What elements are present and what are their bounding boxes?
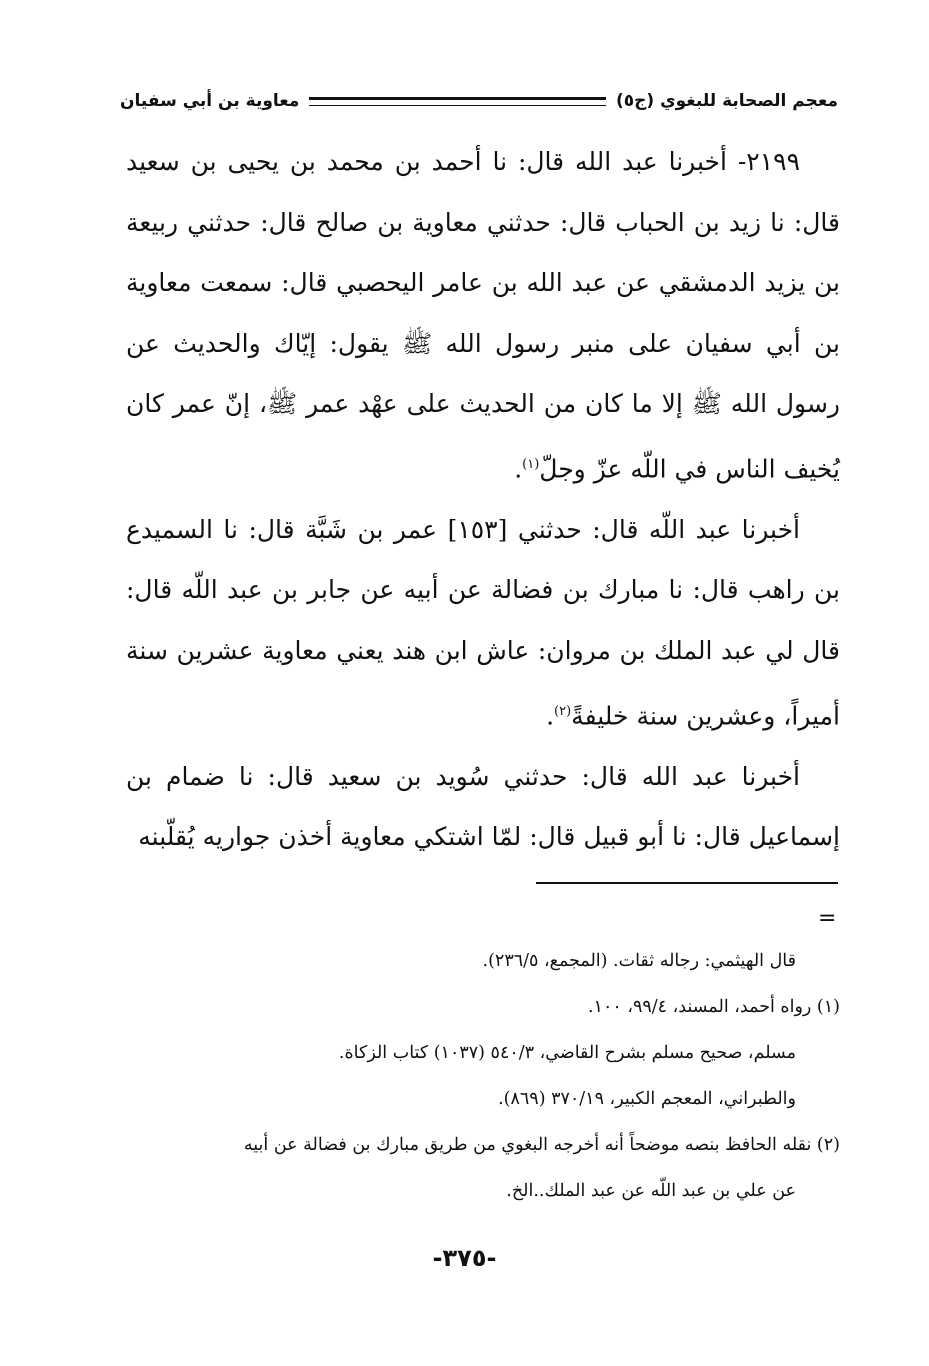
header-rule (309, 97, 606, 106)
footnote-line: والطبراني، المعجم الكبير، ٣٧٠/١٩ (٨٦٩). (498, 1089, 796, 1109)
footnote-line: مسلم، صحيح مسلم بشرح القاضي، ٥٤٠/٣ (١٠٣٧) كتاب الزكاة. (338, 1043, 796, 1063)
paragraph-2: أخبرنا عبد اللّه قال: حدثني [١٥٣] عمر بن شَبَّة قال: نا السميدع بن راهب قال: نا مبارك بن فضالة عن أبيه عن جابر بن عبد اللّه قال: قال لي عبد الملك بن مروان: عاش ابن هند يعني معاوية عشرين سنة أميراً، وعشرين سنة خليفةً$^{(٢)}$. (126, 514, 840, 730)
main-text (126, 132, 840, 868)
footnote-ref-2: (٢) (554, 703, 572, 719)
chapter-title: معاوية بن أبي سفيان (120, 91, 300, 111)
paragraph-hadith-2199: ٢١٩٩- أخبرنا عبد الله قال: نا أحمد بن محمد بن يحيى بن سعيد قال: نا زيد بن الحباب قال: حدثني معاوية بن صالح قال: حدثني ربيعة بن يزيد الدمشقي عن عبد الله بن عامر اليحصبي قال: سمعت معاوية بن أبي سفيان على منبر رسول الله ﷺ يقول: إيّاك والحديث عن رسول الله ﷺ إلا ما كان من الحديث على عهْد عمر ﷺ، إنّ عمر كان يُخيف الناس في اللّه عزّ وجلّ$^{(١)}$. (126, 147, 840, 484)
footnote-line: (٢) نقله الحافظ بنصه موضحاً أنه أخرجه البغوي من طريق مبارك بن فضالة عن أبيه (243, 1135, 840, 1155)
footnote-separator (536, 882, 838, 884)
footnote-line: (١) رواه أحمد، المسند، ٩٩/٤، ١٠٠. (587, 997, 840, 1017)
footnote-line: قال الهيثمي: رجاله ثقات. (المجمع، ٢٣٦/٥). (482, 951, 796, 971)
footnote-line: عن علي بن عبد اللّه عن عبد الملك..الخ. (506, 1181, 796, 1201)
paragraph-3: أخبرنا عبد الله قال: حدثني سُويد بن سعيد قال: نا ضمام بن إسماعيل قال: نا أبو قبيل قال: لمّا اشتكي معاوية أخذن جواريه يُقلّبنه (126, 761, 840, 852)
footnotes (130, 938, 840, 1214)
page-number: -٣٧٥- (432, 1244, 497, 1272)
book-title: معجم الصحابة للبغوي (ج٥) (615, 91, 838, 111)
running-header (120, 86, 838, 116)
footnote-ref-1: (١) (522, 456, 540, 472)
footnote-continuation-mark: = (818, 906, 837, 931)
